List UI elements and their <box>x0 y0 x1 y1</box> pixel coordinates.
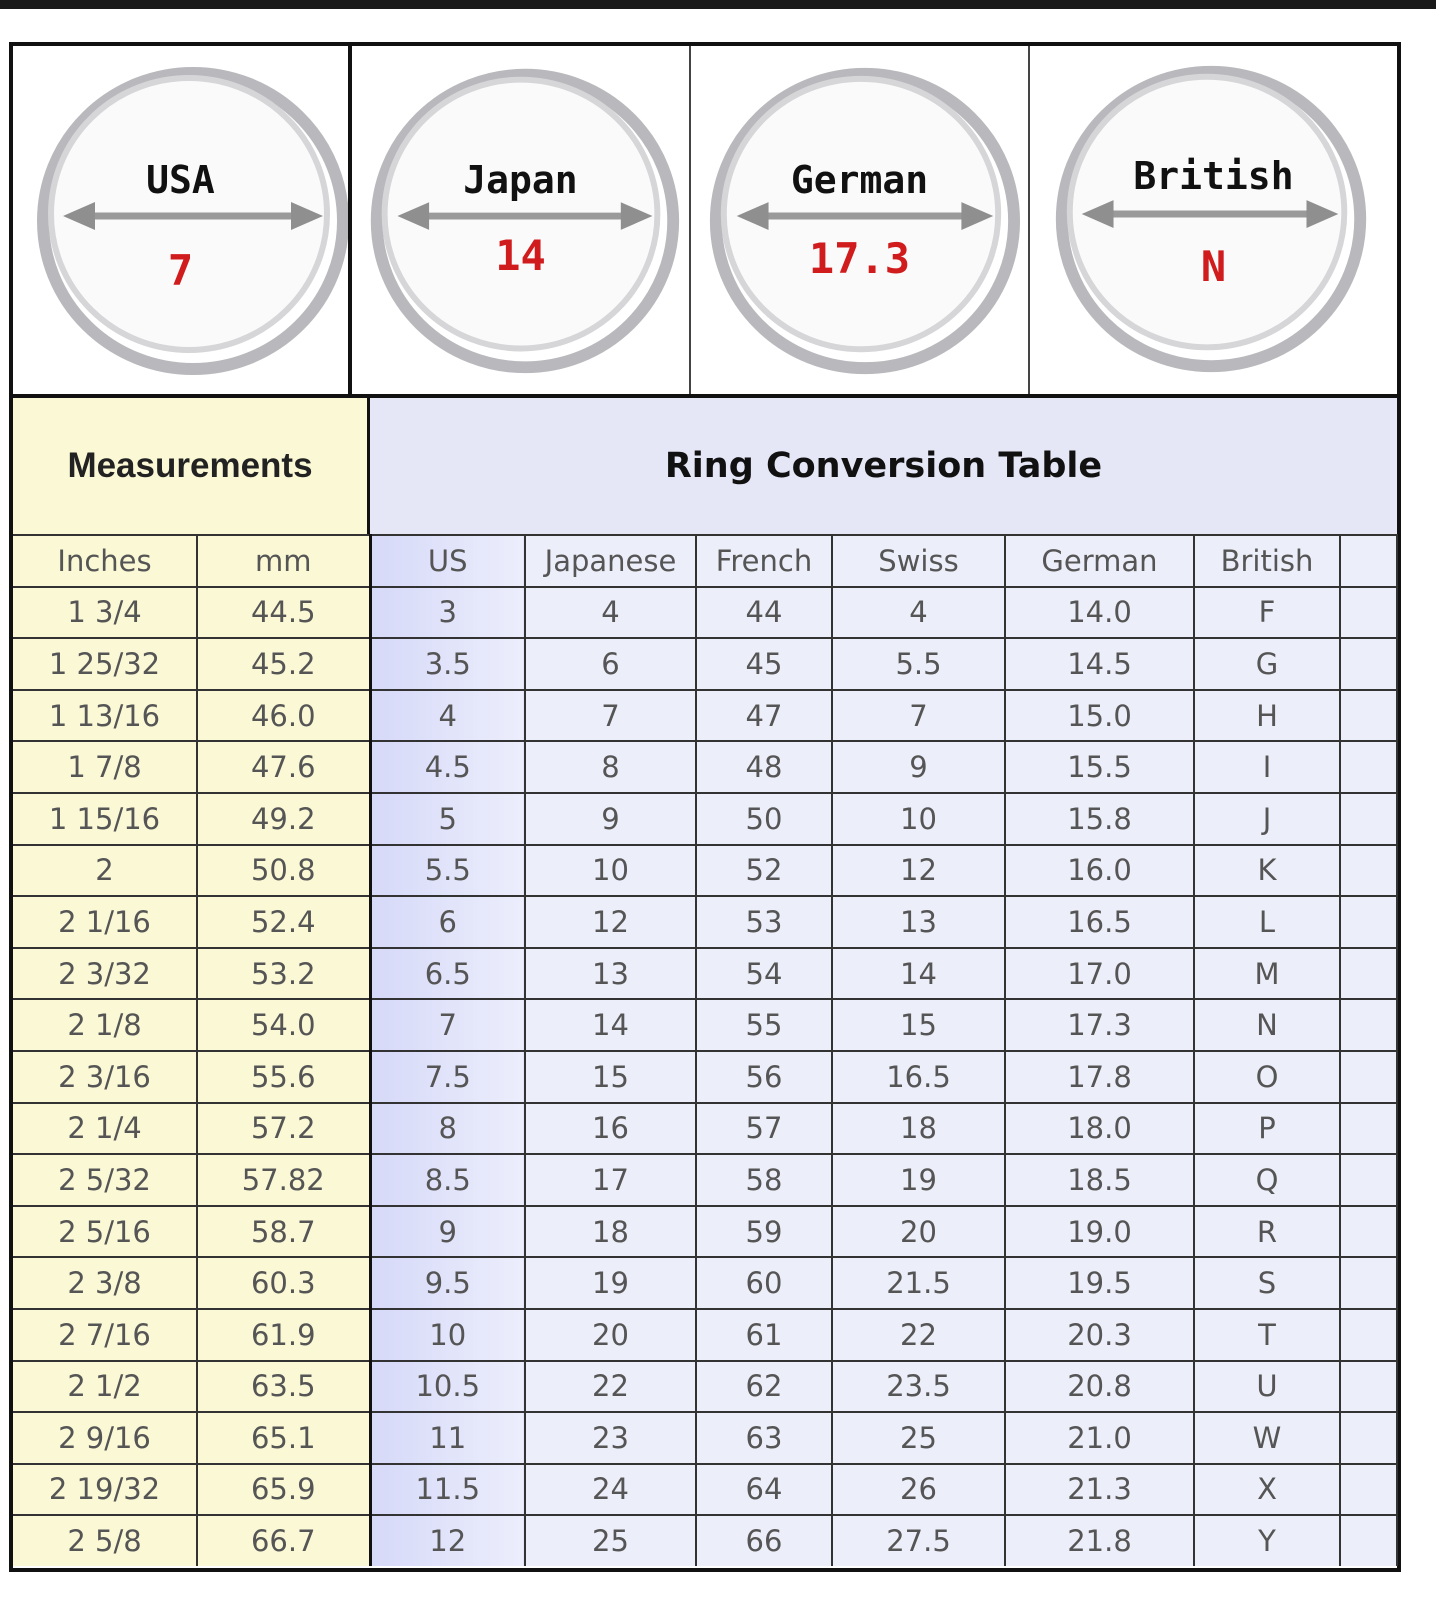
mm-cell: 45.2 <box>197 638 370 690</box>
ring-value: 7 <box>167 246 194 295</box>
mm-cell: 54.0 <box>197 999 370 1051</box>
swiss-cell: 12 <box>832 845 1005 897</box>
british-cell: U <box>1194 1361 1340 1413</box>
column-header: German <box>1005 535 1194 587</box>
table-row <box>13 1515 1397 1566</box>
table-row <box>13 1154 1397 1206</box>
german-cell: 16.5 <box>1005 896 1194 948</box>
german-cell: 21.8 <box>1005 1515 1194 1566</box>
inches-cell: 2 9/16 <box>13 1412 197 1464</box>
inches-cell: 1 25/32 <box>13 638 197 690</box>
inches-cell: 2 3/8 <box>13 1257 197 1309</box>
table-row <box>13 896 1397 948</box>
japanese-cell: 17 <box>525 1154 696 1206</box>
british-cell: K <box>1194 845 1340 897</box>
mm-cell: 46.0 <box>197 690 370 742</box>
french-cell: 53 <box>696 896 832 948</box>
british-cell: N <box>1194 999 1340 1051</box>
us-size-cell: 4 <box>370 690 525 742</box>
column-header: French <box>696 535 832 587</box>
inches-cell: 2 1/2 <box>13 1361 197 1413</box>
inches-cell: 2 1/4 <box>13 1103 197 1155</box>
swiss-cell: 20 <box>832 1206 1005 1258</box>
inches-cell: 2 7/16 <box>13 1309 197 1361</box>
us-size-cell: 9 <box>370 1206 525 1258</box>
empty-cell <box>1340 690 1397 742</box>
ring-label: USA <box>146 158 215 202</box>
japanese-cell: 4 <box>525 587 696 639</box>
german-cell: 21.0 <box>1005 1412 1194 1464</box>
us-size-cell: 5.5 <box>370 845 525 897</box>
inches-cell: 2 1/8 <box>13 999 197 1051</box>
japanese-cell: 22 <box>525 1361 696 1413</box>
german-cell: 20.8 <box>1005 1361 1194 1413</box>
mm-cell: 63.5 <box>197 1361 370 1413</box>
mm-cell: 65.9 <box>197 1464 370 1516</box>
table-row <box>13 690 1397 742</box>
inches-cell: 2 5/8 <box>13 1515 197 1566</box>
inches-cell: 2 5/16 <box>13 1206 197 1258</box>
british-cell: P <box>1194 1103 1340 1155</box>
swiss-cell: 4 <box>832 587 1005 639</box>
table-row <box>13 1257 1397 1309</box>
table-row <box>13 999 1397 1051</box>
japanese-cell: 7 <box>525 690 696 742</box>
empty-cell <box>1340 1464 1397 1516</box>
ring-value: N <box>1200 242 1227 291</box>
swiss-cell: 5.5 <box>832 638 1005 690</box>
empty-cell <box>1340 587 1397 639</box>
german-cell: 17.0 <box>1005 948 1194 1000</box>
us-size-cell: 7.5 <box>370 1051 525 1103</box>
swiss-cell: 13 <box>832 896 1005 948</box>
column-header: US <box>370 535 525 587</box>
empty-cell <box>1340 1051 1397 1103</box>
swiss-cell: 16.5 <box>832 1051 1005 1103</box>
french-cell: 66 <box>696 1515 832 1566</box>
column-header: Swiss <box>832 535 1005 587</box>
french-cell: 60 <box>696 1257 832 1309</box>
british-cell: X <box>1194 1464 1340 1516</box>
french-cell: 57 <box>696 1103 832 1155</box>
french-cell: 52 <box>696 845 832 897</box>
empty-cell <box>1340 1361 1397 1413</box>
ring-size-chart <box>9 42 1401 1572</box>
inches-cell: 2 5/32 <box>13 1154 197 1206</box>
empty-cell <box>1340 741 1397 793</box>
us-size-cell: 9.5 <box>370 1257 525 1309</box>
empty-cell <box>1340 948 1397 1000</box>
us-size-cell: 8 <box>370 1103 525 1155</box>
empty-cell <box>1340 896 1397 948</box>
british-cell: O <box>1194 1051 1340 1103</box>
british-cell: S <box>1194 1257 1340 1309</box>
french-cell: 63 <box>696 1412 832 1464</box>
table-row <box>13 1103 1397 1155</box>
column-header: British <box>1194 535 1340 587</box>
german-cell: 21.3 <box>1005 1464 1194 1516</box>
ring-value: 14 <box>495 231 546 280</box>
mm-cell: 65.1 <box>197 1412 370 1464</box>
top-border-bar <box>0 0 1436 9</box>
mm-cell: 66.7 <box>197 1515 370 1566</box>
british-cell: T <box>1194 1309 1340 1361</box>
british-cell: Q <box>1194 1154 1340 1206</box>
table-row <box>13 1361 1397 1413</box>
table-row <box>13 587 1397 639</box>
ring-icon <box>13 46 348 394</box>
japanese-cell: 12 <box>525 896 696 948</box>
table-row <box>13 845 1397 897</box>
empty-cell <box>1340 1515 1397 1566</box>
japanese-cell: 24 <box>525 1464 696 1516</box>
table-row <box>13 948 1397 1000</box>
japanese-cell: 18 <box>525 1206 696 1258</box>
japanese-cell: 8 <box>525 741 696 793</box>
french-cell: 45 <box>696 638 832 690</box>
empty-cell <box>1340 638 1397 690</box>
inches-cell: 1 13/16 <box>13 690 197 742</box>
inches-cell: 2 <box>13 845 197 897</box>
empty-cell <box>1340 1103 1397 1155</box>
inches-cell: 2 3/16 <box>13 1051 197 1103</box>
british-cell: M <box>1194 948 1340 1000</box>
german-cell: 17.3 <box>1005 999 1194 1051</box>
german-cell: 17.8 <box>1005 1051 1194 1103</box>
us-size-cell: 11.5 <box>370 1464 525 1516</box>
swiss-cell: 27.5 <box>832 1515 1005 1566</box>
inches-cell: 1 3/4 <box>13 587 197 639</box>
japanese-cell: 19 <box>525 1257 696 1309</box>
japanese-cell: 14 <box>525 999 696 1051</box>
japanese-cell: 9 <box>525 793 696 845</box>
empty-cell <box>1340 1412 1397 1464</box>
german-cell: 19.0 <box>1005 1206 1194 1258</box>
japanese-cell: 6 <box>525 638 696 690</box>
ring-label: German <box>790 158 929 202</box>
ring-british <box>1028 46 1397 394</box>
us-size-cell: 4.5 <box>370 741 525 793</box>
ring-label: British <box>1133 154 1294 198</box>
column-header: Inches <box>13 535 197 587</box>
french-cell: 47 <box>696 690 832 742</box>
table-row <box>13 1206 1397 1258</box>
swiss-cell: 23.5 <box>832 1361 1005 1413</box>
us-size-cell: 8.5 <box>370 1154 525 1206</box>
british-cell: G <box>1194 638 1340 690</box>
japanese-cell: 20 <box>525 1309 696 1361</box>
us-size-cell: 5 <box>370 793 525 845</box>
british-cell: Y <box>1194 1515 1340 1566</box>
french-cell: 48 <box>696 741 832 793</box>
swiss-cell: 26 <box>832 1464 1005 1516</box>
inches-cell: 2 3/32 <box>13 948 197 1000</box>
french-cell: 62 <box>696 1361 832 1413</box>
inches-cell: 1 7/8 <box>13 741 197 793</box>
empty-cell <box>1340 845 1397 897</box>
empty-cell <box>1340 1309 1397 1361</box>
mm-cell: 47.6 <box>197 741 370 793</box>
german-cell: 15.5 <box>1005 741 1194 793</box>
conversion-table-title: Ring Conversion Table <box>370 398 1397 534</box>
german-cell: 19.5 <box>1005 1257 1194 1309</box>
table-row <box>13 1309 1397 1361</box>
inches-cell: 2 1/16 <box>13 896 197 948</box>
swiss-cell: 9 <box>832 741 1005 793</box>
us-size-cell: 3.5 <box>370 638 525 690</box>
french-cell: 55 <box>696 999 832 1051</box>
mm-cell: 57.2 <box>197 1103 370 1155</box>
french-cell: 44 <box>696 587 832 639</box>
mm-cell: 50.8 <box>197 845 370 897</box>
swiss-cell: 21.5 <box>832 1257 1005 1309</box>
inches-cell: 2 19/32 <box>13 1464 197 1516</box>
french-cell: 58 <box>696 1154 832 1206</box>
measurements-header: Measurements <box>13 398 370 534</box>
german-cell: 18.5 <box>1005 1154 1194 1206</box>
mm-cell: 61.9 <box>197 1309 370 1361</box>
british-cell: R <box>1194 1206 1340 1258</box>
inches-cell: 1 15/16 <box>13 793 197 845</box>
mm-cell: 44.5 <box>197 587 370 639</box>
ring-illustrations <box>13 46 1397 398</box>
japanese-cell: 16 <box>525 1103 696 1155</box>
ring-value: 17.3 <box>808 234 911 283</box>
british-cell: I <box>1194 741 1340 793</box>
swiss-cell: 10 <box>832 793 1005 845</box>
swiss-cell: 25 <box>832 1412 1005 1464</box>
empty-cell <box>1340 793 1397 845</box>
ring-icon <box>1030 46 1397 394</box>
ring-german <box>689 46 1028 394</box>
mm-cell: 52.4 <box>197 896 370 948</box>
empty-cell <box>1340 535 1397 587</box>
swiss-cell: 22 <box>832 1309 1005 1361</box>
ring-icon <box>691 46 1028 394</box>
us-size-cell: 10.5 <box>370 1361 525 1413</box>
french-cell: 61 <box>696 1309 832 1361</box>
column-header: Japanese <box>525 535 696 587</box>
japanese-cell: 15 <box>525 1051 696 1103</box>
french-cell: 64 <box>696 1464 832 1516</box>
swiss-cell: 18 <box>832 1103 1005 1155</box>
mm-cell: 53.2 <box>197 948 370 1000</box>
japanese-cell: 23 <box>525 1412 696 1464</box>
british-cell: F <box>1194 587 1340 639</box>
swiss-cell: 15 <box>832 999 1005 1051</box>
ring-japan <box>348 46 689 394</box>
us-size-cell: 7 <box>370 999 525 1051</box>
swiss-cell: 7 <box>832 690 1005 742</box>
column-header-row <box>13 535 1397 587</box>
table-row <box>13 1051 1397 1103</box>
ring-label: Japan <box>463 158 578 202</box>
german-cell: 15.0 <box>1005 690 1194 742</box>
french-cell: 54 <box>696 948 832 1000</box>
french-cell: 50 <box>696 793 832 845</box>
british-cell: J <box>1194 793 1340 845</box>
swiss-cell: 19 <box>832 1154 1005 1206</box>
german-cell: 18.0 <box>1005 1103 1194 1155</box>
japanese-cell: 13 <box>525 948 696 1000</box>
mm-cell: 57.82 <box>197 1154 370 1206</box>
us-size-cell: 3 <box>370 587 525 639</box>
empty-cell <box>1340 1257 1397 1309</box>
german-cell: 20.3 <box>1005 1309 1194 1361</box>
column-header: mm <box>197 535 370 587</box>
german-cell: 16.0 <box>1005 845 1194 897</box>
us-size-cell: 6 <box>370 896 525 948</box>
british-cell: W <box>1194 1412 1340 1464</box>
table-row <box>13 793 1397 845</box>
empty-cell <box>1340 1206 1397 1258</box>
empty-cell <box>1340 1154 1397 1206</box>
table-row <box>13 638 1397 690</box>
french-cell: 59 <box>696 1206 832 1258</box>
german-cell: 14.5 <box>1005 638 1194 690</box>
french-cell: 56 <box>696 1051 832 1103</box>
us-size-cell: 12 <box>370 1515 525 1566</box>
ring-icon <box>352 46 689 394</box>
table-row <box>13 1464 1397 1516</box>
us-size-cell: 6.5 <box>370 948 525 1000</box>
ring-usa <box>13 46 348 394</box>
conversion-table <box>13 534 1398 1566</box>
mm-cell: 58.7 <box>197 1206 370 1258</box>
table-row <box>13 741 1397 793</box>
table-row <box>13 1412 1397 1464</box>
swiss-cell: 14 <box>832 948 1005 1000</box>
us-size-cell: 11 <box>370 1412 525 1464</box>
mm-cell: 49.2 <box>197 793 370 845</box>
japanese-cell: 10 <box>525 845 696 897</box>
german-cell: 15.8 <box>1005 793 1194 845</box>
us-size-cell: 10 <box>370 1309 525 1361</box>
empty-cell <box>1340 999 1397 1051</box>
mm-cell: 55.6 <box>197 1051 370 1103</box>
japanese-cell: 25 <box>525 1515 696 1566</box>
mm-cell: 60.3 <box>197 1257 370 1309</box>
british-cell: H <box>1194 690 1340 742</box>
british-cell: L <box>1194 896 1340 948</box>
german-cell: 14.0 <box>1005 587 1194 639</box>
